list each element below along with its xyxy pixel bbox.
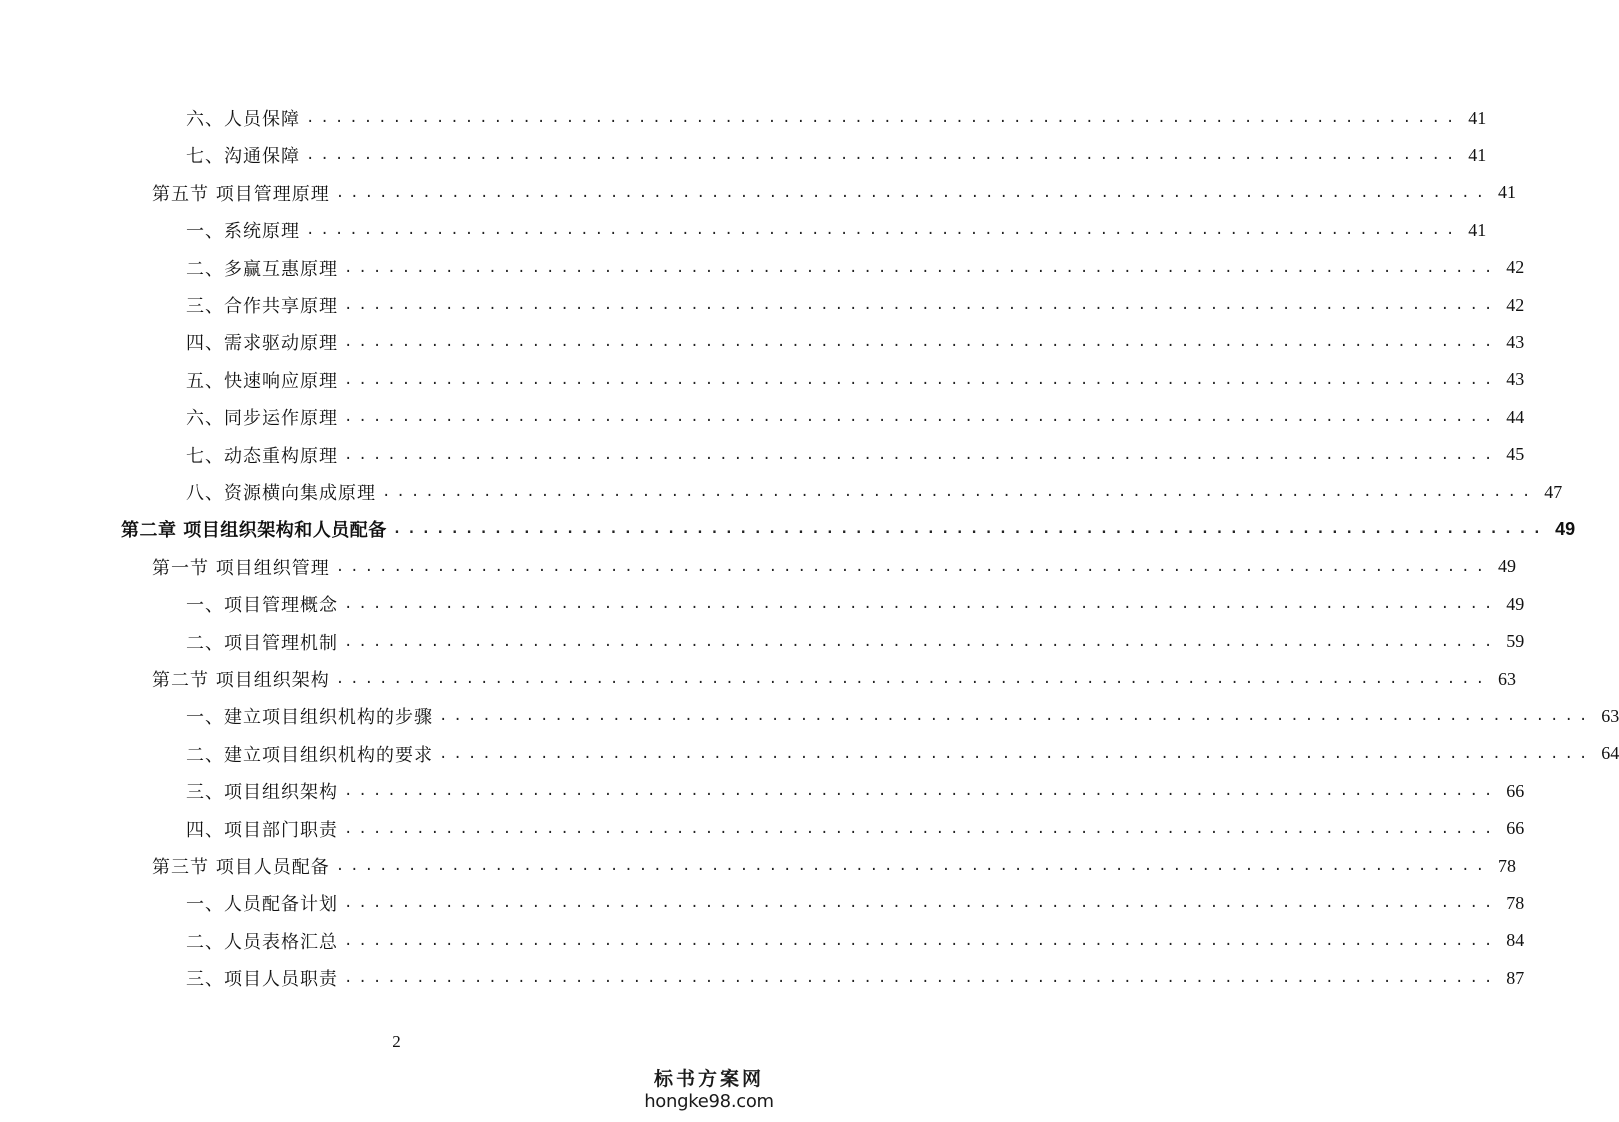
toc-entry-page: 59: [1506, 631, 1525, 652]
toc-entry: [186, 960, 1525, 996]
toc-entry-title: 七、动态重构原理: [186, 445, 338, 467]
toc-entry-page: 66: [1506, 818, 1525, 839]
toc-entry-title: 一、人员配备计划: [186, 894, 338, 916]
toc-entry-page: 41: [1498, 182, 1517, 203]
toc-entry: [152, 661, 1517, 697]
toc-entry-page: 41: [1468, 144, 1487, 165]
toc-entry: [186, 287, 1525, 323]
toc-entry-title: 二、项目管理机制: [186, 632, 338, 654]
toc-entry-page: 64: [1601, 743, 1619, 764]
page-number: 2: [392, 1032, 401, 1051]
toc-dot-leader: ................................................................................: [335, 558, 1491, 575]
toc-entry: [186, 698, 1619, 734]
toc-entry-title: 四、项目部门职责: [186, 819, 338, 841]
toc-entry: [152, 175, 1517, 211]
watermark-name: 标书方案网: [653, 1068, 764, 1090]
toc-entry: [186, 212, 1487, 248]
toc-dot-leader: ................................................................................: [344, 633, 1499, 650]
toc-dot-leader: ................................................................................: [344, 820, 1499, 837]
toc-entry: [186, 100, 1487, 136]
toc-entry-page: 44: [1506, 406, 1525, 427]
toc-entry-page: 41: [1468, 107, 1487, 128]
toc-entry-page: 84: [1506, 930, 1525, 951]
toc-entry-page: 42: [1506, 257, 1525, 278]
toc-dot-leader: ................................................................................: [306, 147, 1461, 164]
toc-entry-page: 41: [1468, 219, 1487, 240]
toc-entry-page: 63: [1601, 705, 1619, 726]
toc-dot-leader: ................................................................................: [344, 895, 1499, 912]
toc-entry: [186, 624, 1525, 660]
toc-entry: [186, 399, 1525, 435]
toc-dot-leader: ................................................................................: [344, 409, 1499, 426]
toc-entry-title: 一、项目管理概念: [186, 595, 338, 617]
toc-dot-leader: ................................................................................: [344, 297, 1499, 313]
toc-entry-title: 第二章 项目组织架构和人员配备: [121, 520, 387, 542]
toc-entry: [152, 549, 1517, 585]
toc-entry: [186, 773, 1525, 809]
toc-entry-page: 66: [1506, 780, 1525, 801]
toc-entry-title: 六、同步运作原理: [186, 408, 338, 430]
toc-entry: [121, 511, 1576, 547]
toc-dot-leader: ................................................................................: [344, 932, 1499, 949]
toc-entry-title: 七、沟通保障: [186, 146, 300, 168]
toc-entry-title: 三、项目人员职责: [186, 969, 338, 991]
toc-entry-title: 第五节 项目管理原理: [152, 183, 330, 205]
toc-dot-leader: ................................................................................: [344, 259, 1499, 276]
toc-dot-leader: ................................................................................: [439, 708, 1594, 725]
watermark-logo: [639, 1064, 779, 1112]
toc-entry-title: 一、系统原理: [186, 221, 300, 243]
toc-entry-title: 二、建立项目组织机构的要求: [186, 744, 433, 766]
toc-dot-leader: ................................................................................: [335, 858, 1491, 874]
toc-entry: [186, 736, 1619, 772]
toc-entry: [186, 437, 1525, 473]
toc-entry-page: 42: [1506, 294, 1525, 315]
toc-dot-leader: ................................................................................: [335, 671, 1491, 687]
toc-entry: [186, 250, 1525, 286]
toc-entry-page: 49: [1506, 593, 1525, 614]
toc-dot-leader: ................................................................................: [344, 334, 1499, 351]
toc-dot-leader: ................................................................................: [392, 521, 1548, 538]
toc-entry-title: 八、资源横向集成原理: [186, 483, 376, 504]
toc-entry-title: 第三节 项目人员配备: [152, 857, 330, 878]
toc-entry-page: 43: [1506, 331, 1525, 352]
toc-dot-leader: ................................................................................: [344, 970, 1499, 987]
toc-entry-page: 63: [1498, 668, 1517, 689]
toc-entry-page: 49: [1555, 518, 1576, 539]
toc-entry: [186, 811, 1525, 847]
toc-entry-title: 四、需求驱动原理: [186, 333, 338, 355]
toc-dot-leader: ................................................................................: [344, 371, 1499, 388]
toc-entry-title: 一、建立项目组织机构的步骤: [186, 707, 433, 729]
toc-entry: [186, 137, 1487, 173]
toc-entry-title: 第二节 项目组织架构: [152, 670, 330, 691]
toc-entry: [186, 923, 1525, 959]
toc-entry: [186, 885, 1525, 921]
toc-entry-title: 三、项目组织架构: [186, 782, 338, 804]
toc-entry: [186, 586, 1525, 622]
toc-dot-leader: ................................................................................: [306, 222, 1461, 239]
toc-entry-title: 五、快速响应原理: [186, 370, 338, 392]
toc-entry-title: 二、多赢互惠原理: [186, 258, 338, 280]
toc-entry-title: 第一节 项目组织管理: [152, 557, 330, 579]
toc-entry-page: 78: [1498, 855, 1517, 876]
toc-entry: [186, 474, 1563, 510]
toc-entry-title: 二、人员表格汇总: [186, 931, 338, 953]
toc-entry-page: 45: [1506, 444, 1525, 465]
toc-entry-page: 43: [1506, 369, 1525, 390]
toc-entry: [152, 848, 1517, 884]
toc-entry-page: 49: [1498, 556, 1517, 577]
toc-entry-page: 78: [1506, 892, 1525, 913]
toc-dot-leader: ................................................................................: [335, 184, 1491, 201]
toc-dot-leader: ................................................................................: [344, 446, 1499, 463]
toc-dot-leader: ................................................................................: [344, 783, 1499, 800]
toc-entry-title: 六、人员保障: [186, 109, 300, 130]
toc-entry-title: 三、合作共享原理: [186, 296, 338, 317]
toc-dot-leader: ................................................................................: [382, 484, 1537, 500]
toc-entry-page: 47: [1544, 481, 1563, 502]
toc-dot-leader: ................................................................................: [439, 745, 1594, 762]
toc-entry: [186, 324, 1525, 360]
toc-entry: [186, 362, 1525, 398]
toc-dot-leader: ................................................................................: [306, 110, 1461, 126]
watermark-url: hongke98.com: [644, 1091, 774, 1112]
toc-entry-page: 87: [1506, 967, 1525, 988]
toc-dot-leader: ................................................................................: [344, 596, 1499, 613]
